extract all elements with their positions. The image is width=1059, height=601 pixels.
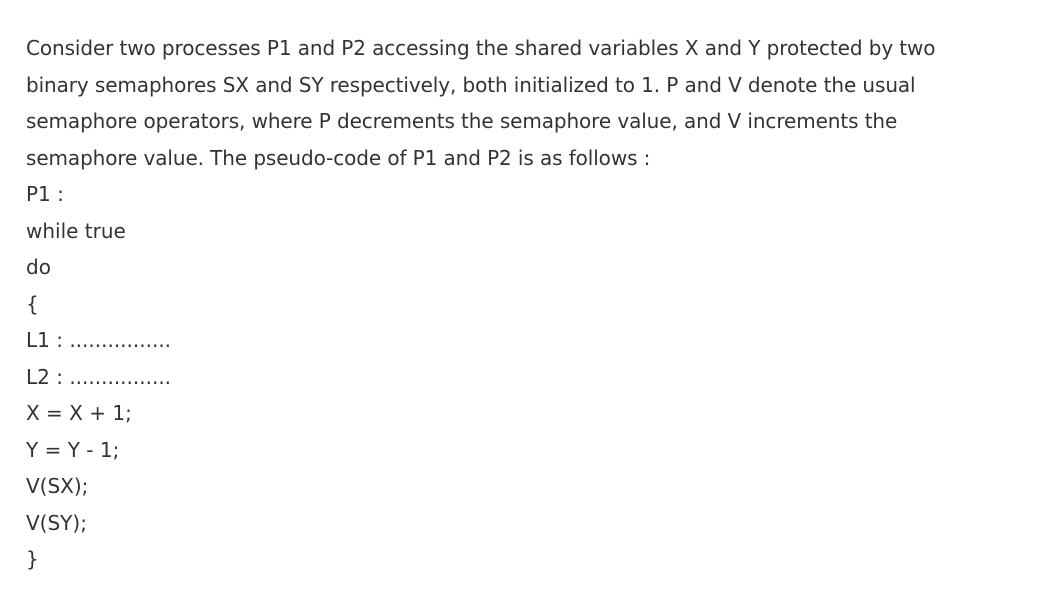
code-line-v-sx: V(SX);: [26, 474, 89, 498]
question-line: semaphore value. The pseudo-code of P1 and P2 is as follows :: [26, 145, 651, 170]
code-line-do: do: [26, 255, 51, 279]
code-line-l1-blank: L1 : ................: [26, 328, 172, 352]
question-line: binary semaphores SX and SY respectively, both initialized to 1. P and V denote the usual: [26, 72, 916, 97]
code-line-x-increment: X = X + 1;: [26, 401, 132, 425]
question-line: Consider two processes P1 and P2 accessing the shared variables X and Y protected by two: [26, 36, 936, 60]
code-line-y-decrement: Y = Y - 1;: [26, 437, 120, 462]
code-line-close-brace: }: [26, 547, 39, 571]
code-line-while: while true: [26, 218, 126, 243]
pseudo-code-block: [26, 176, 1033, 578]
code-line-open-brace: {: [26, 291, 39, 316]
code-line-v-sy: V(SY);: [26, 510, 87, 535]
question-paragraph: [26, 30, 1033, 176]
code-line-process-label: P1 :: [26, 182, 64, 206]
question-line: semaphore operators, where P decrements the semaphore value, and V increments the: [26, 109, 898, 133]
code-line-l2-blank: L2 : ................: [26, 364, 172, 389]
